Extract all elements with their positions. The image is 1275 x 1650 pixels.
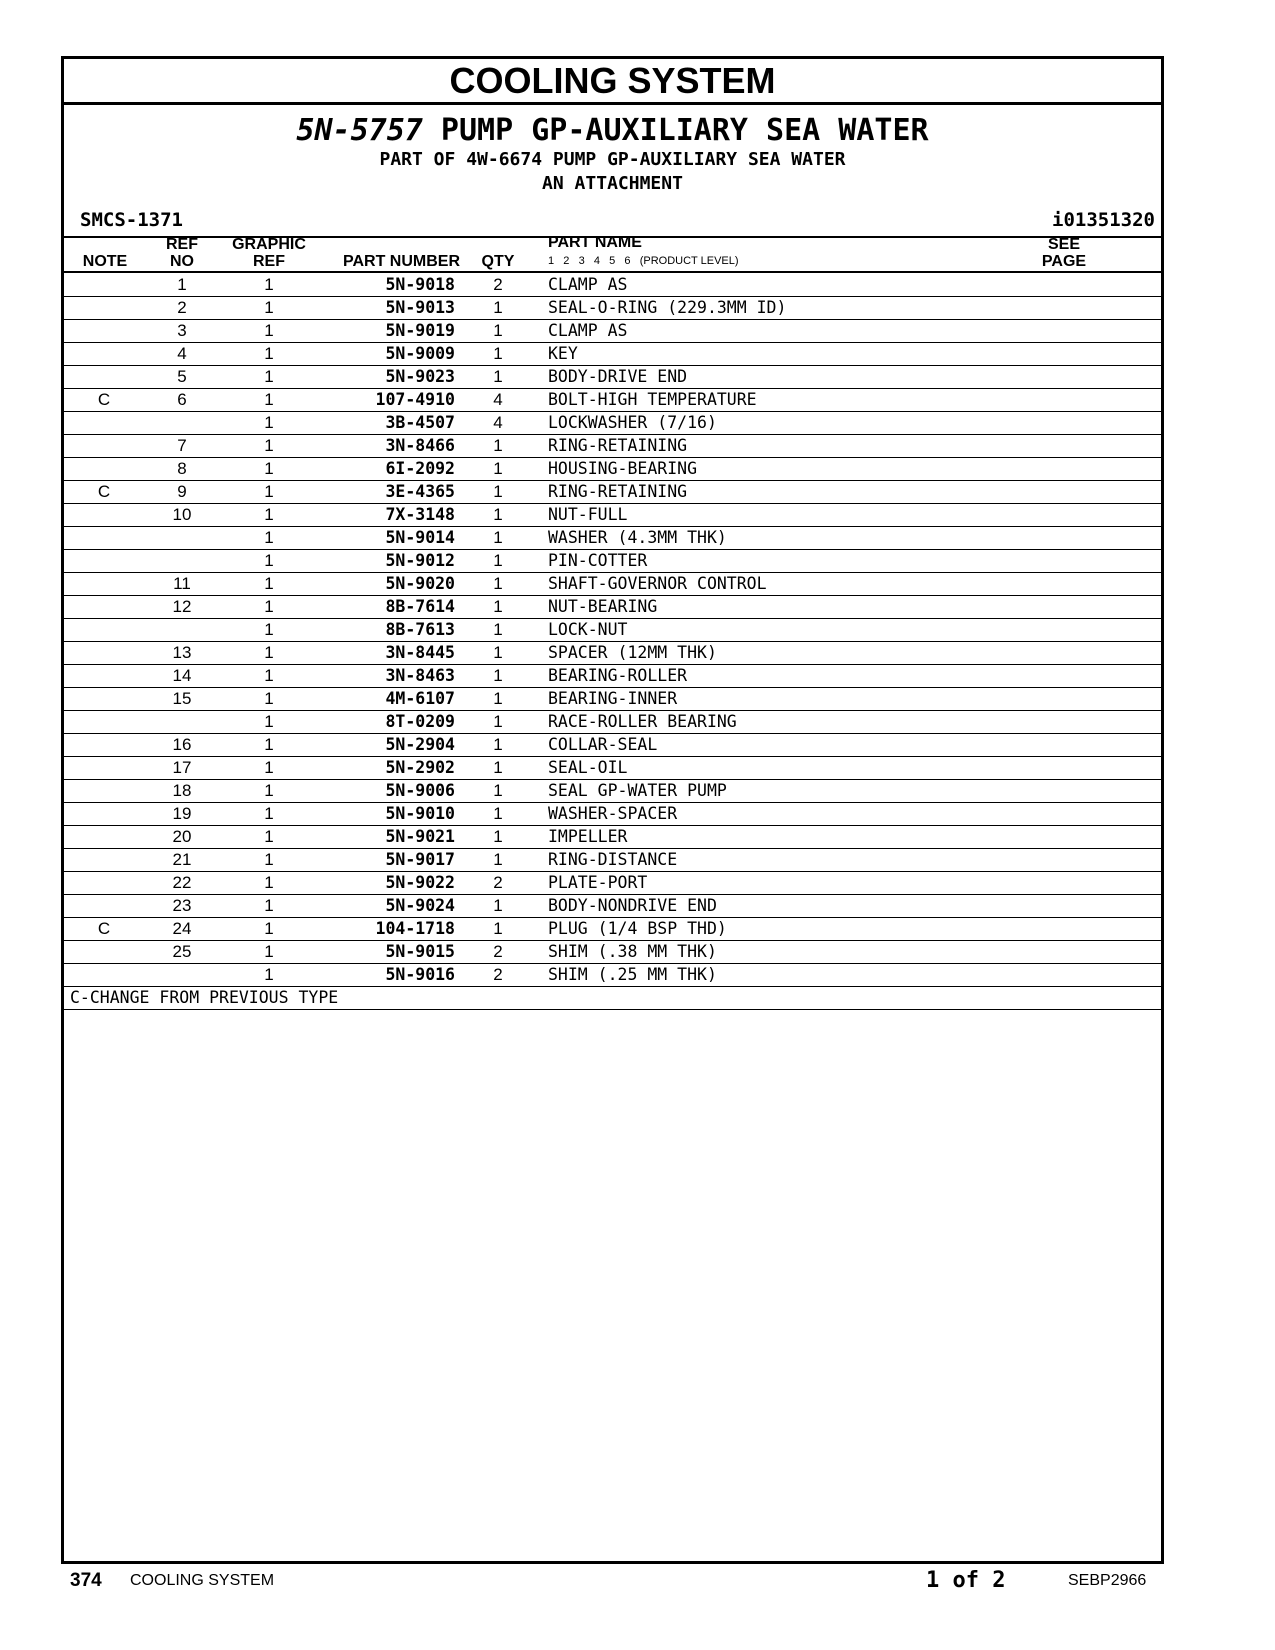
product-level-scale: 1 2 3 4 5 6 (PRODUCT LEVEL) — [548, 255, 739, 267]
attachment-line: AN ATTACHMENT — [542, 173, 683, 194]
part-name-cell: PIN-COTTER — [548, 551, 648, 570]
graphic-ref-cell: 1 — [264, 827, 274, 846]
qty-cell: 4 — [493, 413, 503, 432]
part-name-cell: KEY — [548, 344, 578, 363]
part-number-cell: 5N-9016 — [385, 965, 455, 984]
graphic-ref-cell: 1 — [264, 942, 274, 961]
graphic-ref-cell: 1 — [264, 275, 274, 294]
table-row — [64, 458, 1161, 481]
part-number-cell: 107-4910 — [375, 390, 455, 409]
part-name-cell: SHIM (.38 MM THK) — [548, 942, 717, 961]
table-row — [64, 274, 1161, 297]
table-row — [64, 734, 1161, 757]
graphic-ref-cell: 1 — [264, 367, 274, 386]
part-number-cell: 5N-9014 — [385, 528, 455, 547]
table-row — [64, 527, 1161, 550]
part-number-cell: 5N-9017 — [385, 850, 455, 869]
part-number-cell: 5N-9023 — [385, 367, 455, 386]
table-row — [64, 320, 1161, 343]
ref-no-cell: 21 — [172, 850, 192, 869]
qty-cell: 1 — [493, 367, 503, 386]
part-name-cell: SPACER (12MM THK) — [548, 643, 717, 662]
qty-cell: 1 — [493, 321, 503, 340]
part-name-cell: SHAFT-GOVERNOR CONTROL — [548, 574, 767, 593]
table-row — [64, 550, 1161, 573]
part-number-cell: 5N-9010 — [385, 804, 455, 823]
part-number-cell: 5N-9022 — [385, 873, 455, 892]
graphic-ref-cell: 1 — [264, 321, 274, 340]
part-name-cell: BODY-DRIVE END — [548, 367, 688, 386]
section-title: COOLING SYSTEM — [449, 60, 776, 101]
ref-no-cell: 10 — [172, 505, 192, 524]
part-number-cell: 5N-9019 — [385, 321, 455, 340]
part-name-cell: NUT-BEARING — [548, 597, 658, 616]
qty-cell: 1 — [493, 804, 503, 823]
part-number-cell: 3N-8466 — [385, 436, 455, 455]
graphic-ref-cell: 1 — [264, 505, 274, 524]
col-see-page-header-top: SEE — [1047, 236, 1080, 253]
ref-no-cell: 11 — [173, 574, 191, 593]
part-name-cell: RING-DISTANCE — [548, 850, 678, 869]
part-number-cell: 5N-9009 — [385, 344, 455, 363]
table-row — [64, 619, 1161, 642]
col-see-page-header-bottom: PAGE — [1041, 253, 1087, 270]
part-number-cell: 5N-2904 — [385, 735, 455, 754]
table-row — [64, 803, 1161, 826]
ref-no-cell: 19 — [172, 804, 192, 823]
qty-cell: 1 — [493, 712, 503, 731]
part-number-cell: 5N-9013 — [385, 298, 455, 317]
graphic-ref-cell: 1 — [264, 873, 274, 892]
qty-cell: 2 — [493, 942, 503, 961]
table-row — [64, 780, 1161, 803]
graphic-ref-cell: 1 — [264, 344, 274, 363]
ref-no-cell: 4 — [177, 344, 187, 363]
document-ident: i01351320 — [1052, 209, 1155, 231]
graphic-ref-cell: 1 — [264, 482, 274, 501]
qty-cell: 1 — [493, 505, 503, 524]
part-name-cell: BOLT-HIGH TEMPERATURE — [548, 390, 757, 409]
notes-legend: C-CHANGE FROM PREVIOUS TYPE — [64, 987, 1161, 1010]
graphic-ref-cell: 1 — [264, 804, 274, 823]
table-row — [64, 849, 1161, 872]
part-name-cell: RING-RETAINING — [548, 482, 688, 501]
qty-cell: 1 — [493, 919, 503, 938]
table-row — [64, 895, 1161, 918]
ref-no-cell: 17 — [172, 758, 192, 777]
table-row — [64, 389, 1161, 412]
part-number-cell: 4M-6107 — [385, 689, 455, 708]
page-frame — [61, 56, 1164, 1564]
part-number-cell: 8B-7613 — [385, 620, 455, 639]
footer-section: COOLING SYSTEM — [130, 1572, 275, 1589]
assembly-number: 5N-5757 — [296, 113, 423, 148]
part-of-line: PART OF 4W-6674 PUMP GP-AUXILIARY SEA WATER — [379, 149, 846, 170]
graphic-ref-cell: 1 — [264, 666, 274, 685]
part-name-cell: BODY-NONDRIVE END — [548, 896, 717, 915]
graphic-ref-cell: 1 — [264, 413, 274, 432]
col-graphic-header-bottom: REF — [253, 253, 285, 270]
part-name-cell: SEAL GP-WATER PUMP — [548, 781, 727, 800]
part-name-cell: SEAL-OIL — [548, 758, 628, 777]
part-name-cell: IMPELLER — [548, 827, 628, 846]
ref-no-cell: 5 — [177, 367, 187, 386]
note-cell: C — [97, 919, 111, 938]
part-number-cell: 5N-9015 — [385, 942, 455, 961]
part-name-cell: CLAMP AS — [548, 275, 628, 294]
qty-cell: 4 — [493, 390, 503, 409]
graphic-ref-cell: 1 — [264, 597, 274, 616]
part-name-cell: CLAMP AS — [548, 321, 628, 340]
table-row — [64, 826, 1161, 849]
title-divider — [64, 102, 1161, 105]
ref-no-cell: 2 — [177, 298, 187, 317]
part-name-cell: LOCK-NUT — [548, 620, 628, 639]
graphic-ref-cell: 1 — [264, 689, 274, 708]
qty-cell: 1 — [493, 482, 503, 501]
qty-cell: 1 — [493, 597, 503, 616]
table-row — [64, 412, 1161, 435]
table-row — [64, 757, 1161, 780]
graphic-ref-cell: 1 — [264, 459, 274, 478]
assembly-heading — [64, 113, 1161, 149]
ref-no-cell: 8 — [177, 459, 187, 478]
part-name-cell: SEAL-O-RING (229.3MM ID) — [548, 298, 787, 317]
graphic-ref-cell: 1 — [264, 298, 274, 317]
graphic-ref-cell: 1 — [264, 574, 274, 593]
table-row — [64, 573, 1161, 596]
qty-cell: 1 — [493, 827, 503, 846]
table-row — [64, 435, 1161, 458]
ref-no-cell: 18 — [172, 781, 192, 800]
qty-cell: 1 — [493, 436, 503, 455]
part-name-cell: RING-RETAINING — [548, 436, 688, 455]
table-row — [64, 504, 1161, 527]
col-qty-header: QTY — [481, 253, 515, 270]
table-row — [64, 481, 1161, 504]
col-graphic-header-top: GRAPHIC — [232, 236, 306, 253]
ref-no-cell: 9 — [177, 482, 187, 501]
ref-no-cell: 6 — [177, 390, 187, 409]
qty-cell: 1 — [493, 459, 503, 478]
part-number-cell: 5N-9006 — [385, 781, 455, 800]
qty-cell: 1 — [493, 781, 503, 800]
part-number-cell: 8T-0209 — [385, 712, 455, 731]
qty-cell: 2 — [493, 275, 503, 294]
graphic-ref-cell: 1 — [264, 390, 274, 409]
part-name-cell: PLATE-PORT — [548, 873, 648, 892]
col-part-number-header: PART NUMBER — [342, 253, 460, 270]
col-ref-header-top: REF — [166, 236, 198, 253]
qty-cell: 1 — [493, 298, 503, 317]
table-row — [64, 711, 1161, 734]
qty-cell: 2 — [493, 873, 503, 892]
parts-table — [64, 274, 1161, 1010]
table-row — [64, 642, 1161, 665]
part-number-cell: 5N-9024 — [385, 896, 455, 915]
ref-no-cell: 15 — [172, 689, 192, 708]
part-name-cell: COLLAR-SEAL — [548, 735, 658, 754]
qty-cell: 1 — [493, 574, 503, 593]
graphic-ref-cell: 1 — [264, 712, 274, 731]
graphic-ref-cell: 1 — [264, 528, 274, 547]
table-row — [64, 964, 1161, 987]
part-name-cell: SHIM (.25 MM THK) — [548, 965, 717, 984]
sheet-indicator: 1 of 2 — [926, 1568, 1006, 1593]
ref-no-cell: 3 — [177, 321, 187, 340]
qty-cell: 1 — [493, 551, 503, 570]
qty-cell: 1 — [493, 344, 503, 363]
ref-no-cell: 16 — [172, 735, 192, 754]
ref-no-cell: 23 — [172, 896, 192, 915]
ref-no-cell: 1 — [177, 275, 187, 294]
graphic-ref-cell: 1 — [264, 735, 274, 754]
part-number-cell: 3B-4507 — [385, 413, 455, 432]
table-row — [64, 688, 1161, 711]
graphic-ref-cell: 1 — [264, 965, 274, 984]
note-cell: C — [97, 482, 111, 501]
part-number-cell: 5N-9018 — [385, 275, 455, 294]
part-name-cell: RACE-ROLLER BEARING — [548, 712, 737, 731]
table-row — [64, 596, 1161, 619]
ref-no-cell: 22 — [172, 873, 192, 892]
page-number: 374 — [70, 1570, 102, 1591]
smcs-code: SMCS-1371 — [80, 209, 183, 231]
table-row — [64, 343, 1161, 366]
table-row — [64, 297, 1161, 320]
part-name-cell: NUT-FULL — [548, 505, 628, 524]
graphic-ref-cell: 1 — [264, 758, 274, 777]
qty-cell: 1 — [493, 896, 503, 915]
part-number-cell: 3E-4365 — [385, 482, 455, 501]
part-number-cell: 6I-2092 — [385, 459, 455, 478]
ref-no-cell: 13 — [172, 643, 192, 662]
part-number-cell: 7X-3148 — [385, 505, 455, 524]
part-number-cell: 5N-9020 — [385, 574, 455, 593]
graphic-ref-cell: 1 — [264, 436, 274, 455]
ref-no-cell: 24 — [172, 919, 192, 938]
qty-cell: 1 — [493, 666, 503, 685]
qty-cell: 1 — [493, 850, 503, 869]
part-number-cell: 3N-8445 — [385, 643, 455, 662]
table-row — [64, 918, 1161, 941]
graphic-ref-cell: 1 — [264, 551, 274, 570]
table-row — [64, 366, 1161, 389]
qty-cell: 1 — [493, 689, 503, 708]
table-row — [64, 665, 1161, 688]
graphic-ref-cell: 1 — [264, 919, 274, 938]
part-name-cell: WASHER-SPACER — [548, 804, 678, 823]
part-name-cell: PLUG (1/4 BSP THD) — [548, 919, 727, 938]
qty-cell: 1 — [493, 528, 503, 547]
part-number-cell: 5N-2902 — [385, 758, 455, 777]
note-cell: C — [97, 390, 111, 409]
table-row — [64, 941, 1161, 964]
graphic-ref-cell: 1 — [264, 896, 274, 915]
part-name-cell: BEARING-ROLLER — [548, 666, 688, 685]
ref-no-cell: 12 — [172, 597, 192, 616]
col-ref-header-bottom: NO — [170, 253, 194, 270]
part-name-cell: BEARING-INNER — [548, 689, 678, 708]
graphic-ref-cell: 1 — [264, 850, 274, 869]
ref-no-cell: 20 — [172, 827, 192, 846]
qty-cell: 2 — [493, 965, 503, 984]
col-part-name-header: PART NAME — [548, 234, 642, 251]
qty-cell: 1 — [493, 758, 503, 777]
qty-cell: 1 — [493, 735, 503, 754]
assembly-name: PUMP GP-AUXILIARY SEA WATER — [422, 113, 929, 148]
ref-no-cell: 7 — [177, 436, 187, 455]
document-id: SEBP2966 — [1068, 1572, 1147, 1589]
part-name-cell: WASHER (4.3MM THK) — [548, 528, 727, 547]
part-number-cell: 3N-8463 — [385, 666, 455, 685]
col-note-header: NOTE — [82, 253, 128, 270]
part-number-cell: 8B-7614 — [385, 597, 455, 616]
graphic-ref-cell: 1 — [264, 781, 274, 800]
part-number-cell: 104-1718 — [375, 919, 455, 938]
part-name-cell: HOUSING-BEARING — [548, 459, 698, 478]
part-number-cell: 5N-9021 — [385, 827, 455, 846]
qty-cell: 1 — [493, 643, 503, 662]
table-row — [64, 872, 1161, 895]
graphic-ref-cell: 1 — [264, 643, 274, 662]
part-name-cell: LOCKWASHER (7/16) — [548, 413, 717, 432]
part-number-cell: 5N-9012 — [385, 551, 455, 570]
qty-cell: 1 — [493, 620, 503, 639]
column-header-divider — [64, 271, 1161, 273]
graphic-ref-cell: 1 — [264, 620, 274, 639]
ref-no-cell: 14 — [172, 666, 192, 685]
ref-no-cell: 25 — [172, 942, 192, 961]
